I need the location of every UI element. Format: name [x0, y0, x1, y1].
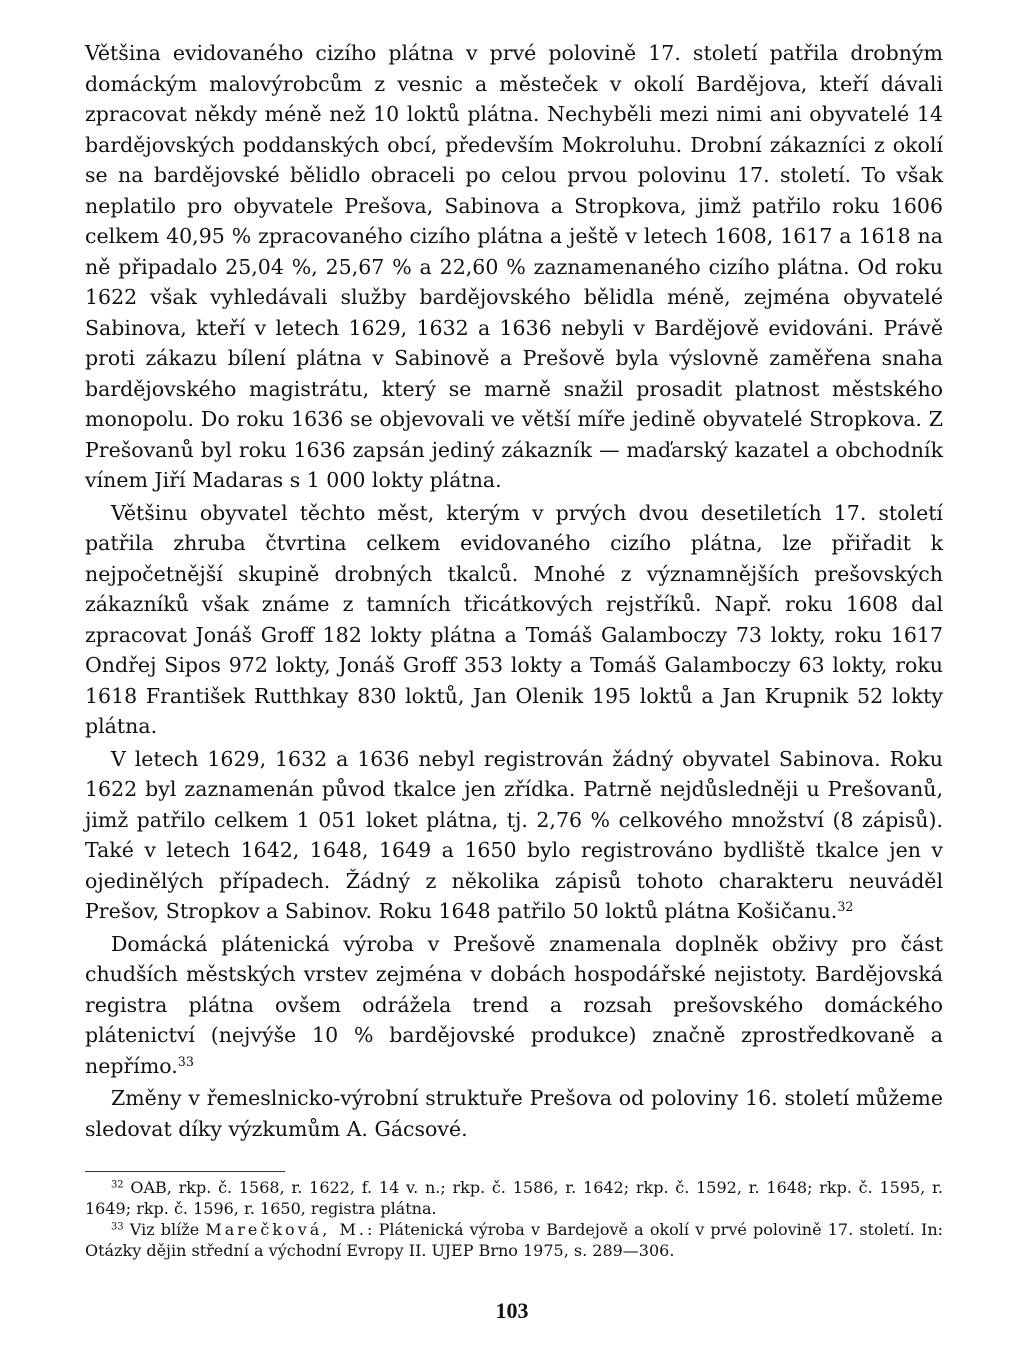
footnote-mark-32: 32 — [111, 1179, 124, 1191]
footnote-author: Marečková, M. — [205, 1220, 367, 1239]
paragraph-2: Většinu obyvatel těchto měst, kterým v prvých dvou desetiletích 17. století patřila zhruba čtvrtina celkem evidovaného cizího plátna, lze přiřadit k nejpočetnější skupině drobných tkalců. Mnohé z významnějších prešovských zákazníků však známe z tamních třicátkových rejstříků. Např. roku 1608 dal zpracovat Jonáš Groff 182 lokty plátna a Tomáš Galamboczy 73 lokty, roku 1617 Ondřej Sipos 972 lokty, Jonáš Groff 353 lokty a Tomáš Galamboczy 63 lokty, roku 1618 František Rutthkay 830 loktů, Jan Olenik 195 loktů a Jan Krupnik 52 lokty plátna. — [85, 500, 943, 738]
paragraph-3: V letech 1629, 1632 a 1636 nebyl registrován žádný obyvatel Sabinova. Roku 1622 byl zaznamenán původ tkalce jen zřídka. Patrně nejdůsledněji u Prešovanů, jimž patřilo celkem 1 051 loket plátna, tj. 2,76 % celkového množství (8 zápisů). Také v letech 1642, 1648, 1649 a 1650 bylo registrováno bydliště tkalce jen v ojedinělých případech. Žádný z několika zápisů tohoto charakteru neuváděl Prešov, Stropkov a Sabinov. Roku 1648 patřilo 50 loktů plátna Košičanu.$^{32}$ — [85, 746, 943, 923]
footnotes — [85, 1177, 943, 1261]
footnote-33: $^{33}$ Viz blíže Marečková, M.: Plátenická výroba v Bardejově a okolí v prvé polovině 17. století. In: Otázky dějin střední a východní Evropy II. UJEP Brno 1975, s. 289—306. — [85, 1220, 944, 1260]
footnote-ref-32[interactable]: 32 — [837, 899, 854, 915]
footnote-32: $^{32}$ OAB, rkp. č. 1568, r. 1622, f. 14 v. n.; rkp. č. 1586, r. 1642; rkp. č. 1592, r. 1648; rkp. č. 1595, r. 1649; rkp. č. 1596, r. 1650, registra plátna. — [85, 1178, 943, 1218]
footnote-ref-33[interactable]: 33 — [177, 1053, 194, 1069]
page-number: 103 — [495, 1298, 529, 1323]
paragraph-4: Domácká plátenická výroba v Prešově znamenala doplněk obživy pro část chudších městských vrstev zejména v dobách hospodářské nejistoty. Bardějovská registra plátna ovšem odrážela trend a rozsah prešovského domáckého plátenictví (nejvýše 10 % bardějovské produkce) značně zprostředkovaně a nepřímo.$^{33}$ — [85, 931, 943, 1078]
footnote-divider — [85, 1171, 285, 1172]
page-body — [85, 38, 943, 1144]
paragraph-5: Změny v řemeslnicko-výrobní struktuře Prešova od poloviny 16. století můžeme sledovat díky výzkumům A. Gácsové. — [85, 1086, 943, 1141]
paragraph-1: Většina evidovaného cizího plátna v prvé polovině 17. století patřila drobným domáckým malovýrobcům z vesnic a městeček v okolí Bardějova, kteří dávali zpracovat někdy méně než 10 loktů plátna. Nechyběli mezi nimi ani obyvatelé 14 bardějovských poddanských obcí, především Mokroluhu. Drobní zákazníci z okolí se na bardějovské bělidlo obraceli po celou prvou polovinu 17. století. To však neplatilo pro obyvatele Prešova, Sabinova a Stropkova, jimž patřilo roku 1606 celkem 40,95 % zpracovaného cizího plátna a ještě v letech 1608, 1617 a 1618 na ně připadalo 25,04 %, 25,67 % a 22,60 % zaznamenaného cizího plátna. Od roku 1622 však vyhledávali služby bardějovského bělidla méně, zejména obyvatelé Sabinova, kteří v letech 1629, 1632 a 1636 nebyli v Bardějově evidováni. Právě proti zákazu bílení plátna v Sabinově a Prešově byla výslovně zaměřena snaha bardějovského magistrátu, který se marně snažil prosadit platnost městského monopolu. Do roku 1636 se objevovali ve větší míře jedině obyvatelé Stropkova. Z Prešovanů byl roku 1636 zapsán jediný zákazník — maďarský kazatel a obchodník vínem Jiří Madaras s 1 000 lokty plátna. — [85, 41, 943, 492]
footnote-mark-33: 33 — [111, 1221, 124, 1233]
